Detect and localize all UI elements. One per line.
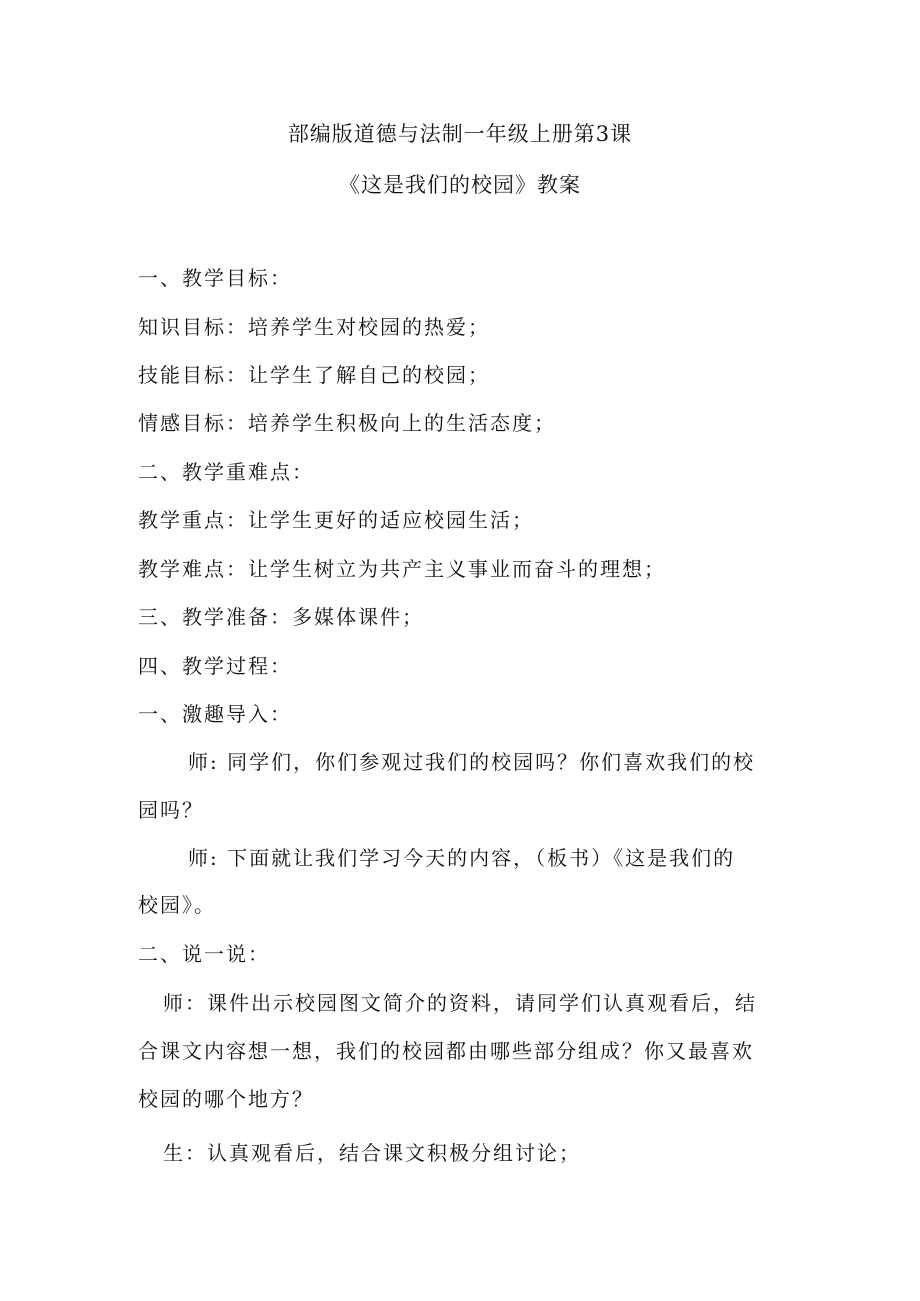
section-heading-preparation: 三、教学准备：多媒体课件； [138, 605, 424, 629]
section-heading-key-points: 二、教学重难点： [138, 460, 314, 484]
text-line: 教学重点：让学生更好的适应校园生活； [138, 508, 534, 532]
subsection-heading-discussion: 二、说一说： [138, 942, 270, 966]
text-line: 技能目标：让学生了解自己的校园； [138, 363, 490, 387]
section-heading-process: 四、教学过程： [138, 654, 292, 678]
document-title-line1: 部编版道德与法制一年级上册第3课 [287, 122, 633, 146]
subsection-heading-intro: 一、激趣导入： [138, 702, 292, 726]
document-title-line2: 《这是我们的校园》教案 [339, 173, 581, 197]
text-line: 知识目标：培养学生对校园的热爱； [138, 315, 490, 339]
text-line: 师: 下面就让我们学习今天的内容，（板书）《这是我们的 [188, 846, 736, 870]
text-line: 生：认真观看后，结合课文积极分组讨论； [163, 1141, 581, 1165]
text-line: 合课文内容想一想，我们的校园都由哪些部分组成？你又最喜欢 [138, 1039, 754, 1063]
text-line: 园吗？ [138, 798, 204, 822]
text-line: 情感目标：培养学生积极向上的生活态度； [138, 411, 556, 435]
section-heading-objectives: 一、教学目标： [138, 266, 292, 290]
text-line: 校园的哪个地方？ [138, 1087, 314, 1111]
text-line: 师：课件出示校园图文简介的资料，请同学们认真观看后，结 [163, 991, 757, 1015]
text-line: 校园》。 [138, 893, 216, 917]
text-line: 师: 同学们，你们参观过我们的校园吗？你们喜欢我们的校 [188, 750, 756, 774]
text-line: 教学难点：让学生树立为共产主义事业而奋斗的理想； [138, 557, 666, 581]
